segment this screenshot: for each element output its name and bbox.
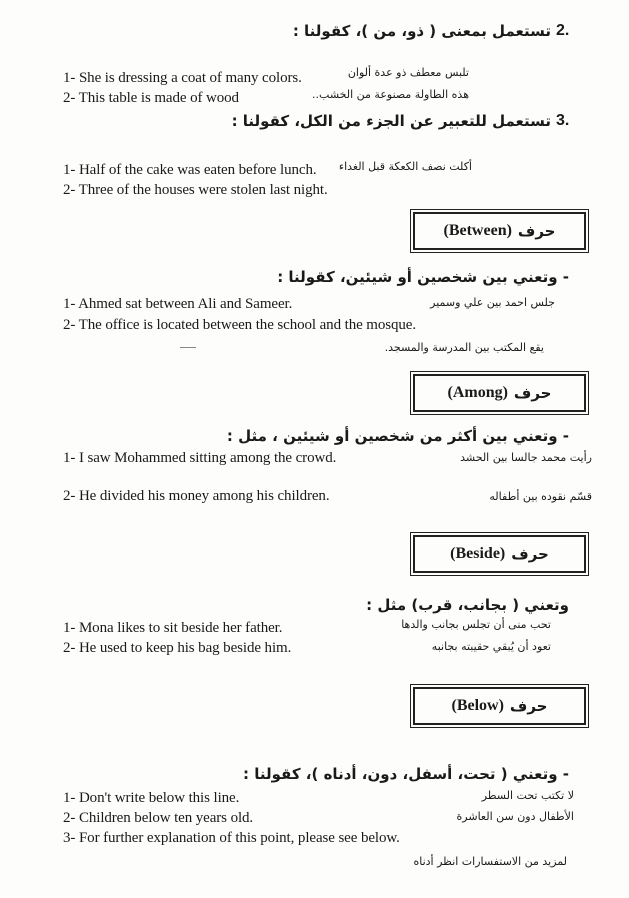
among-line-1-en: 1- I saw Mohammed sitting among the crowd. <box>63 450 337 466</box>
section-2-line-2-en: 2- This table is made of wood <box>63 90 239 106</box>
below-title-ar: حرف <box>509 697 548 715</box>
section-2-line-1-en: 1- She is dressing a coat of many colors. <box>63 70 302 86</box>
section-3-heading: تستعمل للتعبير عن الجزء من الكل، كقولنا : <box>231 112 551 130</box>
beside-line-1-ar: تحب منى أن تجلس بجانب والدها <box>401 618 551 631</box>
beside-title-box <box>413 535 586 573</box>
among-line-1-ar: رأيت محمد جالسا بين الحشد <box>460 451 592 464</box>
between-title-box <box>413 212 586 250</box>
between-line-1-ar: جلس احمد بين علي وسمير <box>430 296 555 309</box>
section-2-line-1-ar: تلبس معطف ذو عدة ألوان <box>347 66 469 79</box>
stray-dash <box>180 347 196 348</box>
between-line-1-en: 1- Ahmed sat between Ali and Sameer. <box>63 296 293 312</box>
section-2-line-2-ar: هذه الطاولة مصنوعة من الخشب.. <box>312 88 469 101</box>
beside-line-2-ar: تعود أن يُبقي حقيبته بجانبه <box>431 640 551 653</box>
section-3-number: 3. <box>556 112 570 129</box>
below-heading: - وتعني ( تحت، أسفل، دون، أدناه )، كقولنا : <box>243 765 569 783</box>
below-line-2-en: 2- Children below ten years old. <box>63 810 254 826</box>
below-line-2-ar: الأطفال دون سن العاشرة <box>456 810 574 823</box>
among-line-2-ar: قسّم نقوده بين أطفاله <box>489 490 592 503</box>
section-2-number: 2. <box>556 22 570 39</box>
between-title-ar: حرف <box>517 222 556 240</box>
between-title-en: (Between) <box>443 222 512 239</box>
section-3-line-2-en: 2- Three of the houses were stolen last night. <box>63 182 328 198</box>
among-heading: - وتعني بين أكثر من شخصين أو شيئين ، مثل : <box>226 427 569 445</box>
among-title-box <box>413 374 586 412</box>
section-2-heading: تستعمل بمعنى ( ذو، من )، كقولنا : <box>292 22 551 40</box>
below-line-1-en: 1- Don't write below this line. <box>63 790 240 806</box>
below-line-3-en: 3- For further explanation of this point, please see below. <box>63 830 400 846</box>
section-3-line-1-ar: أكلت نصف الكعكة قبل الغداء <box>338 160 472 173</box>
beside-heading: وتعني ( بجانب، قرب) مثل : <box>366 596 569 614</box>
beside-title-en: (Beside) <box>450 545 506 562</box>
below-title-box <box>413 687 586 725</box>
beside-line-2-en: 2- He used to keep his bag beside him. <box>63 640 292 656</box>
between-line-2-ar: يقع المكتب بين المدرسة والمسجد. <box>384 341 544 354</box>
beside-line-1-en: 1- Mona likes to sit beside her father. <box>63 620 283 636</box>
among-title-en: (Among) <box>447 384 508 401</box>
among-line-2-en: 2- He divided his money among his children. <box>63 488 330 504</box>
section-3-line-1-en: 1- Half of the cake was eaten before lunch. <box>63 162 317 178</box>
between-heading: - وتعني بين شخصين أو شيئين، كقولنا : <box>277 268 569 286</box>
below-line-3-ar: لمزيد من الاستفسارات انظر أدناه <box>413 855 567 868</box>
among-title-ar: حرف <box>513 384 552 402</box>
between-line-2-en: 2- The office is located between the school and the mosque. <box>63 317 417 333</box>
below-title-en: (Below) <box>451 697 504 714</box>
below-line-1-ar: لا تكتب تحت السطر <box>481 789 574 802</box>
beside-title-ar: حرف <box>511 545 549 563</box>
